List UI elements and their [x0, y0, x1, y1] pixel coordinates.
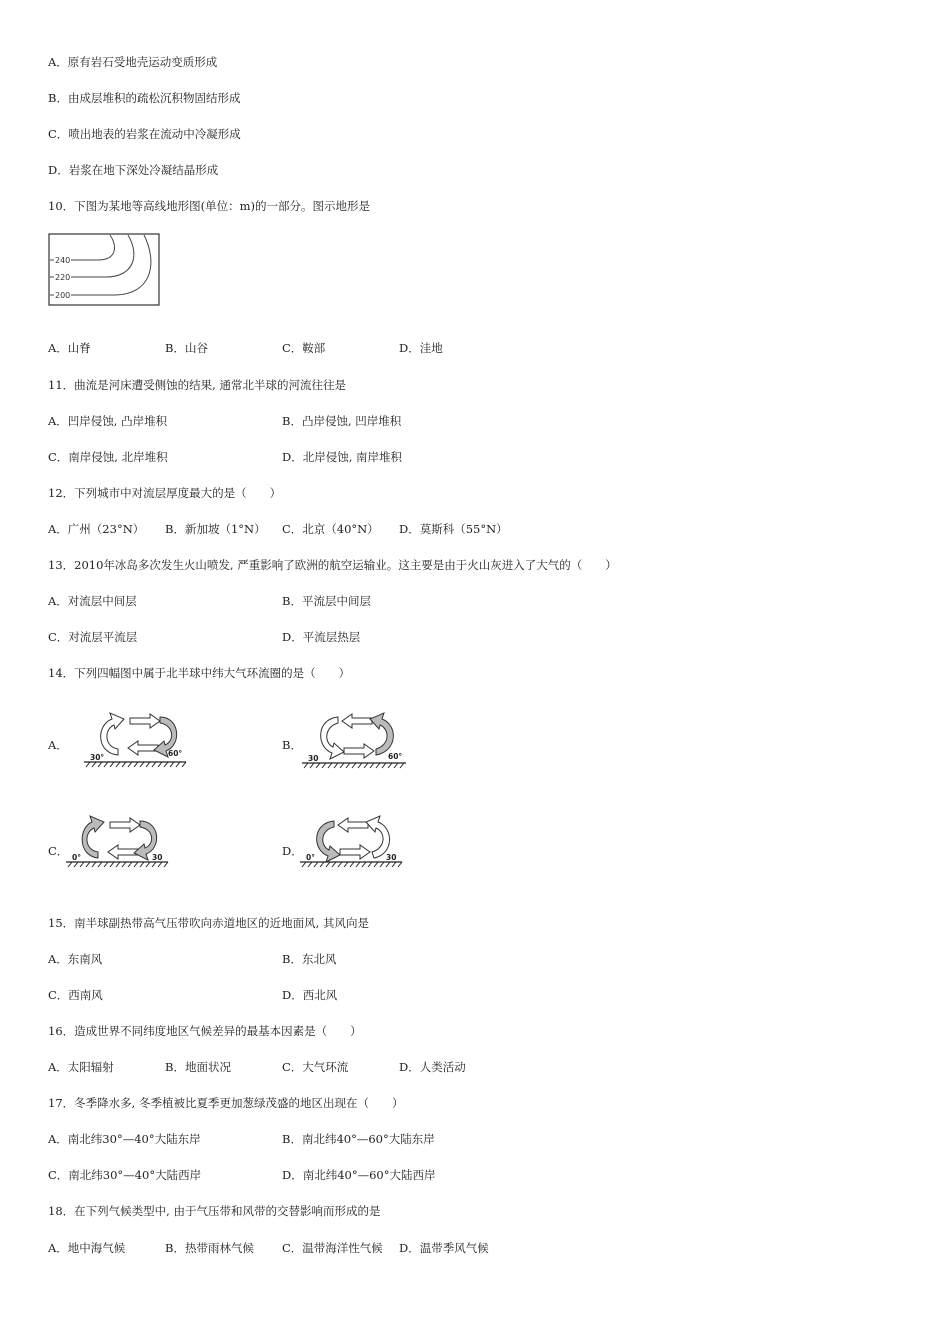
q11-option-d: D．北岸侵蚀, 南岸堆积: [282, 450, 403, 464]
q14-option-c: C．: [48, 844, 69, 858]
q12-option-d: D．莫斯科（55°N）: [399, 522, 508, 536]
q15-option-b: B．东北风: [282, 952, 337, 966]
q11-stem: 11．曲流是河床遭受侧蚀的结果, 通常北半球的河流往往是: [48, 378, 346, 392]
q9-option-b: B．由成层堆积的疏松沉积物固结形成: [48, 91, 241, 105]
q16-option-d: D．人类活动: [399, 1060, 466, 1074]
q18-option-a: A．地中海气候: [48, 1241, 126, 1255]
q14-option-b: B．: [282, 738, 302, 752]
q9-option-d: D．岩浆在地下深处冷凝结晶形成: [48, 163, 219, 177]
q16-option-b: B．地面状况: [165, 1060, 231, 1074]
q12-option-b: B．新加坡（1°N）: [165, 522, 266, 536]
fig-c-left-label: 0°: [72, 853, 81, 862]
fig-d-left-label: 0°: [306, 853, 315, 862]
circulation-diagram-c: [64, 812, 176, 878]
q9-option-c: C．喷出地表的岩浆在流动中冷凝形成: [48, 127, 241, 141]
contour-map-figure: [48, 233, 162, 307]
q10-option-c: C．鞍部: [282, 341, 326, 355]
q10-option-d: D．洼地: [399, 341, 443, 355]
q11-option-b: B．凸岸侵蚀, 凹岸堆积: [282, 414, 402, 428]
q17-option-a: A．南北纬30°—40°大陆东岸: [48, 1132, 201, 1146]
circulation-diagram-a: [82, 705, 194, 775]
q11-option-a: A．凹岸侵蚀, 凸岸堆积: [48, 414, 168, 428]
q13-option-b: B．平流层中间层: [282, 594, 371, 608]
q10-stem: 10．下图为某地等高线地形图(单位：m)的一部分。图示地形是: [48, 199, 371, 213]
q18-option-c: C．温带海洋性气候: [282, 1241, 383, 1255]
q12-option-c: C．北京（40°N）: [282, 522, 379, 536]
fig-a-right-label: 60°: [168, 749, 183, 758]
q17-option-d: D．南北纬40°—60°大陆西岸: [282, 1168, 436, 1182]
fig-d-right-label: 30: [386, 853, 397, 862]
q11-option-c: C．南岸侵蚀, 北岸堆积: [48, 450, 168, 464]
q14-option-a: A．: [48, 738, 68, 752]
fig-a-left-label: 30°: [90, 753, 105, 762]
contour-label-200: 200: [55, 291, 71, 300]
q13-option-a: A．对流层中间层: [48, 594, 137, 608]
q15-option-d: D．西北风: [282, 988, 338, 1002]
q16-stem: 16．造成世界不同纬度地区气候差异的最基本因素是（ ）: [48, 1024, 362, 1038]
q15-option-a: A．东南风: [48, 952, 103, 966]
q17-option-c: C．南北纬30°—40°大陆西岸: [48, 1168, 202, 1182]
q12-option-a: A．广州（23°N）: [48, 522, 145, 536]
q14-option-d: D．: [282, 844, 303, 858]
q14-stem: 14．下列四幅图中属于北半球中纬大气环流圈的是（ ）: [48, 666, 351, 680]
q12-stem: 12．下列城市中对流层厚度最大的是（ ）: [48, 486, 282, 500]
fig-b-right-label: 60°: [388, 752, 403, 761]
q18-stem: 18．在下列气候类型中, 由于气压带和风带的交替影响而形成的是: [48, 1204, 381, 1218]
q13-stem: 13．2010年冰岛多次发生火山喷发, 严重影响了欧洲的航空运输业。这主要是由于火山灰进入了大气的（ ）: [48, 558, 617, 572]
q18-option-b: B．热带雨林气候: [165, 1241, 254, 1255]
q10-option-a: A．山脊: [48, 341, 91, 355]
fig-c-right-label: 30: [152, 853, 163, 862]
q15-stem: 15．南半球副热带高气压带吹向赤道地区的近地面风, 其风向是: [48, 916, 369, 930]
fig-b-left-label: 30: [308, 754, 319, 763]
q9-option-a: A．原有岩石受地壳运动变质形成: [48, 55, 218, 69]
contour-label-240: 240: [55, 256, 71, 265]
q16-option-c: C．大气环流: [282, 1060, 349, 1074]
q13-option-d: D．平流层热层: [282, 630, 361, 644]
q15-option-c: C．西南风: [48, 988, 103, 1002]
circulation-diagram-b: [300, 705, 414, 775]
contour-label-220: 220: [55, 273, 71, 282]
circulation-diagram-d: [298, 812, 410, 878]
q17-option-b: B．南北纬40°—60°大陆东岸: [282, 1132, 435, 1146]
q10-option-b: B．山谷: [165, 341, 208, 355]
q17-stem: 17．冬季降水多, 冬季植被比夏季更加葱绿茂盛的地区出现在（ ）: [48, 1096, 404, 1110]
q16-option-a: A．太阳辐射: [48, 1060, 114, 1074]
q13-option-c: C．对流层平流层: [48, 630, 138, 644]
q18-option-d: D．温带季风气候: [399, 1241, 489, 1255]
